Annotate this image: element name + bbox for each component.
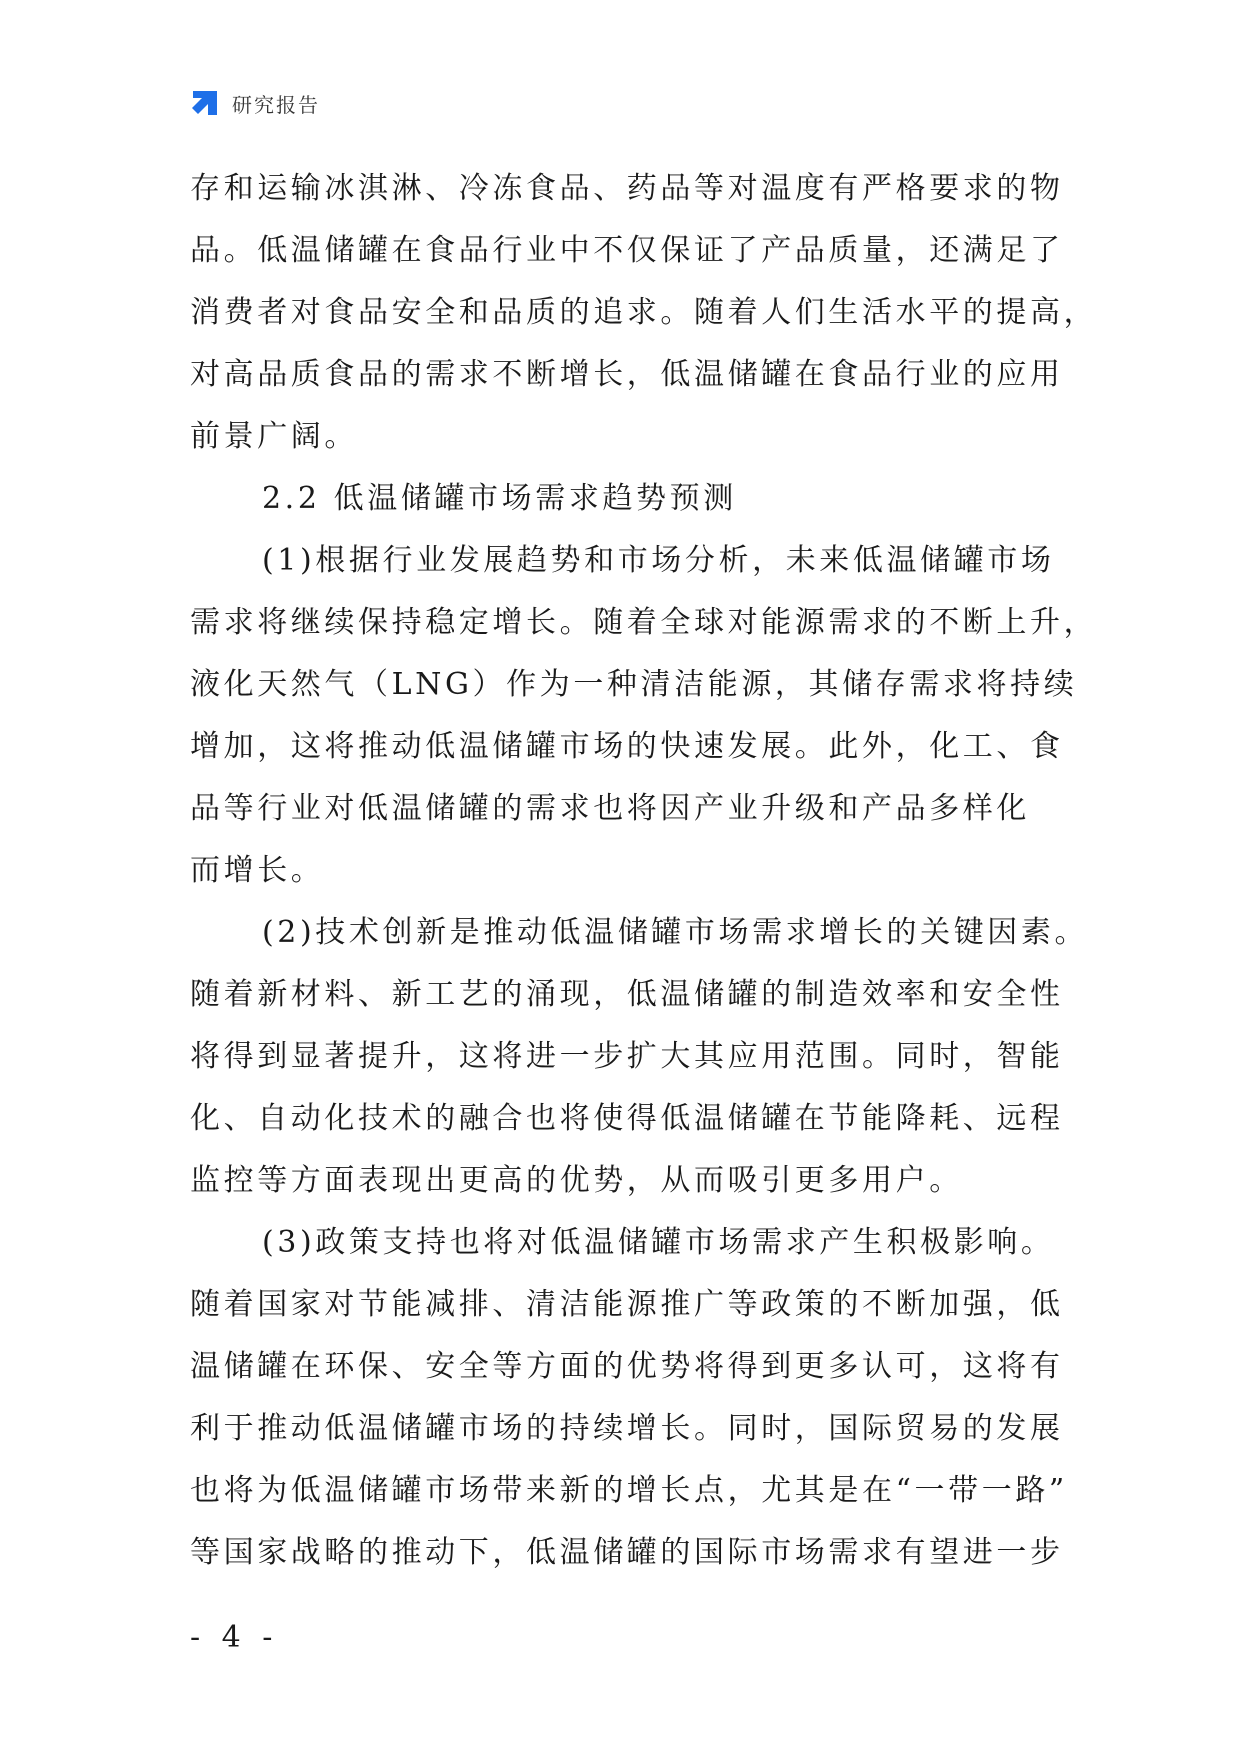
text-line: 随着国家对节能减排、清洁能源推广等政策的不断加强，低 — [190, 1287, 1064, 1322]
text-line: (2)技术创新是推动低温储罐市场需求增长的关键因素。 — [262, 915, 1089, 950]
text-line: 消费者对食品安全和品质的追求。随着人们生活水平的提高， — [190, 295, 1098, 330]
text-line: (1)根据行业发展趋势和市场分析，未来低温储罐市场 — [262, 543, 1055, 578]
text-line: 将得到显著提升，这将进一步扩大其应用范围。同时，智能 — [190, 1039, 1064, 1074]
text-line: 利于推动低温储罐市场的持续增长。同时，国际贸易的发展 — [190, 1411, 1064, 1446]
document-body — [190, 158, 1098, 1584]
text-line: 等国家战略的推动下，低温储罐的国际市场需求有望进一步 — [190, 1535, 1064, 1570]
text-line: 增加，这将推动低温储罐市场的快速发展。此外，化工、食 — [190, 729, 1064, 764]
text-line: 而增长。 — [190, 853, 325, 888]
arrow-up-right-icon — [190, 88, 220, 118]
text-line: 品。低温储罐在食品行业中不仅保证了产品质量，还满足了 — [190, 233, 1064, 268]
text-line: 温储罐在环保、安全等方面的优势将得到更多认可，这将有 — [190, 1349, 1064, 1384]
text-line: 液化天然气（LNG）作为一种清洁能源，其储存需求将持续 — [190, 667, 1078, 702]
header-title: 研究报告 — [232, 92, 320, 117]
text-line: 存和运输冰淇淋、冷冻食品、药品等对温度有严格要求的物 — [190, 171, 1064, 206]
text-line: 需求将继续保持稳定增长。随着全球对能源需求的不断上升， — [190, 605, 1098, 640]
text-line: (3)政策支持也将对低温储罐市场需求产生积极影响。 — [262, 1225, 1055, 1260]
section-heading: 2.2 低温储罐市场需求趋势预测 — [262, 481, 737, 516]
text-line: 前景广阔。 — [190, 419, 358, 454]
text-line: 也将为低温储罐市场带来新的增长点，尤其是在“一带一路” — [190, 1473, 1068, 1508]
text-line: 品等行业对低温储罐的需求也将因产业升级和产品多样化 — [190, 791, 1030, 826]
text-line: 化、自动化技术的融合也将使得低温储罐在节能降耗、远程 — [190, 1101, 1064, 1136]
report-header — [190, 88, 320, 118]
text-line: 监控等方面表现出更高的优势，从而吸引更多用户。 — [190, 1163, 963, 1198]
page-number: - 4 - — [190, 1620, 279, 1655]
text-line: 随着新材料、新工艺的涌现，低温储罐的制造效率和安全性 — [190, 977, 1064, 1012]
text-line: 对高品质食品的需求不断增长，低温储罐在食品行业的应用 — [190, 357, 1064, 392]
